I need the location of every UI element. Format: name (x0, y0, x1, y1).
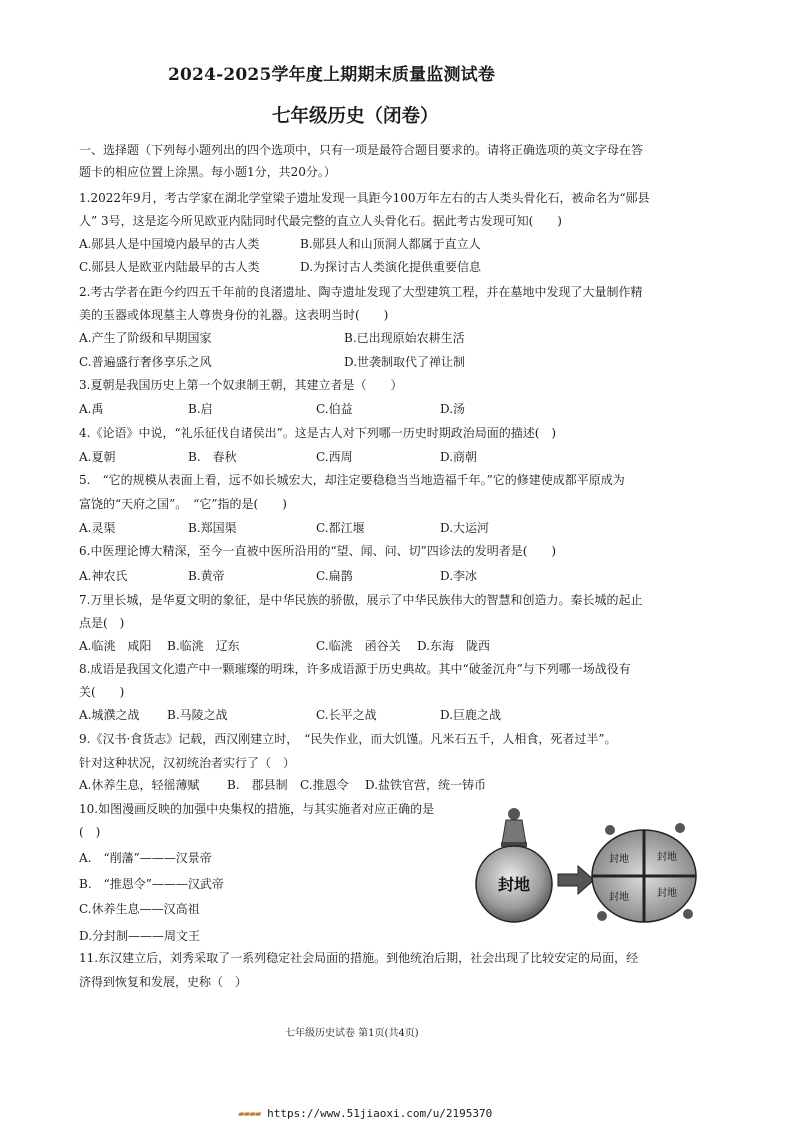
piece-label-3: 封地 (609, 892, 629, 903)
q6-option-c: C.扁鹊 (316, 569, 353, 583)
q2-option-c: C.普遍盛行奢侈享乐之风 (79, 355, 212, 369)
page-footer: 七年级历史试卷 第1页(共4页) (285, 1028, 419, 1039)
q7-option-d: D.东海 陇西 (417, 639, 491, 653)
divided-fengdi-ball (592, 823, 696, 922)
q1-stem-line2: 人” 3号，这是迄今所见欧亚内陆同时代最完整的直立人头骨化石。据此考古发现可知( ) (79, 214, 562, 228)
q11-stem-line1: 11.东汉建立后，刘秀采取了一系列稳定社会局面的措施。到他统治后期，社会出现了比较安定的局面，经 (79, 951, 639, 965)
arrow-icon (558, 866, 594, 894)
q9-option-a: A.休养生息，轻徭薄赋 (79, 778, 200, 792)
q7-stem-line1: 7.万里长城，是华夏文明的象征，是中华民族的骄傲，展示了中华民族伟大的智慧和创造力。秦长城的起止 (79, 593, 643, 607)
piece-label-1: 封地 (609, 854, 629, 865)
q6-option-a: A.神农氏 (79, 569, 128, 583)
q4-option-c: C.西周 (316, 450, 353, 464)
q6-option-d: D.李冰 (440, 569, 478, 583)
q5-option-a: A.灵渠 (79, 521, 116, 535)
q8-option-c: C.长平之战 (316, 708, 377, 722)
q3-option-d: D.汤 (440, 402, 466, 416)
q4-option-b: B. 春秋 (188, 450, 237, 464)
source-url[interactable]: https://www.51jiaoxi.com/u/2195370 (267, 1107, 493, 1120)
small-figure-2 (675, 823, 685, 833)
q3-option-a: A.禹 (79, 402, 104, 416)
source-url-line (238, 1107, 492, 1120)
q10-stem-line2: ( ) (79, 825, 101, 839)
q6-stem: 6.中医理论博大精深，至今一直被中医所沿用的“望、闻、问、切”四诊法的发明者是( ) (79, 544, 557, 558)
q10-option-a: A. “削藩”———汉景帝 (79, 851, 212, 865)
q9-option-d: D.盐铁官营，统一铸币 (365, 778, 487, 792)
q7-option-c: C.临洮 函谷关 (316, 639, 401, 653)
q6-option-b: B.黄帝 (188, 569, 225, 583)
exam-subtitle: 七年级历史（闭卷） (272, 106, 439, 127)
small-figure-3 (597, 911, 607, 921)
q2-option-b: B.已出现原始农耕生活 (344, 331, 465, 345)
q1-option-a: A.郧县人是中国境内最早的古人类 (79, 237, 260, 251)
piece-label-4: 封地 (657, 888, 677, 899)
q8-option-d: D.巨鹿之战 (440, 708, 502, 722)
q3-option-c: C.伯益 (316, 402, 353, 416)
q3-option-b: B.启 (188, 402, 213, 416)
q9-stem-line1: 9.《汉书·食货志》记载，西汉刚建立时， “民失作业，而大饥馑。凡米石五千，人相食，死者过半”。 (79, 732, 617, 746)
fengdi-cartoon (474, 804, 706, 926)
q9-option-c: C.推恩令 (300, 778, 349, 792)
q11-stem-line2: 济得到恢复和发展，史称（ ） (79, 975, 248, 989)
q9-stem-line2: 针对这种状况，汉初统治者实行了（ ） (79, 756, 296, 770)
q5-stem-line1: 5. “它的规模从表面上看，远不如长城宏大，却注定要稳稳当当地造福千年。”它的修建使成都平原成为 (79, 473, 625, 487)
q3-stem: 3.夏朝是我国历史上第一个奴隶制王朝，其建立者是（ ） (79, 378, 403, 392)
q10-stem-line1: 10.如图漫画反映的加强中央集权的措施，与其实施者对应正确的是 (79, 802, 435, 816)
q5-option-c: C.都江堰 (316, 521, 365, 535)
q10-option-c: C.休养生息——汉高祖 (79, 902, 200, 916)
piece-label-2: 封地 (657, 852, 677, 863)
q8-stem-line2: 关( ) (79, 685, 125, 699)
q4-option-a: A.夏朝 (79, 450, 116, 464)
q9-option-b: B. 郡县制 (227, 778, 288, 792)
q1-option-c: C.郧县人是欧亚内陆最早的古人类 (79, 260, 260, 274)
q7-option-b: B.临洮 辽东 (167, 639, 240, 653)
small-figure-4 (683, 909, 693, 919)
q1-option-b: B.郧县人和山顶洞人都属于直立人 (300, 237, 481, 251)
q10-option-d: D.分封制———周文王 (79, 929, 201, 943)
watermark-mark: ▰▰▰▰ (238, 1107, 261, 1120)
section-instruction-line1: 一、选择题（下列每小题列出的四个选项中，只有一项是最符合题目要求的。请将正确选项的英文字母在答 (79, 143, 644, 157)
q10-option-b: B. “推恩令”———汉武帝 (79, 877, 224, 891)
q5-option-d: D.大运河 (440, 521, 490, 535)
q2-stem-line1: 2.考古学者在距今约四五千年前的良渚遗址、陶寺遗址发现了大型建筑工程，并在墓地中发现了大量制作精 (79, 285, 643, 299)
q2-stem-line2: 美的玉器或体现墓主人尊贵身份的礼器。这表明当时( ) (79, 308, 389, 322)
small-figure-1 (605, 825, 615, 835)
q4-stem: 4.《论语》中说，“礼乐征伐自诸侯出”。这是古人对下列哪一历史时期政治局面的描述( ) (79, 426, 557, 440)
q2-option-a: A.产生了阶级和早期国家 (79, 331, 212, 345)
q7-option-a: A.临洮 咸阳 (79, 639, 152, 653)
q1-stem-line1: 1.2022年9月，考古学家在湖北学堂梁子遗址发现一具距今100万年左右的古人类头骨化石，被命名为“郧县 (79, 191, 650, 205)
q1-option-d: D.为探讨古人类演化提供重要信息 (300, 260, 482, 274)
q8-stem-line1: 8.成语是我国文化遗产中一颗璀璨的明珠，许多成语源于历史典故。其中“破釜沉舟”与下列哪一场战役有 (79, 662, 631, 676)
fengdi-cartoon-drawing (474, 804, 706, 926)
q4-option-d: D.商朝 (440, 450, 478, 464)
q8-option-a: A.城濮之战 (79, 708, 140, 722)
big-ball-label: 封地 (497, 875, 531, 894)
section-instruction-line2: 题卡的相应位置上涂黑。每小题1分，共20分。） (79, 165, 336, 179)
q8-option-b: B.马陵之战 (167, 708, 228, 722)
q7-stem-line2: 点是( ) (79, 616, 125, 630)
q2-option-d: D.世袭制取代了禅让制 (344, 355, 466, 369)
q5-option-b: B.郑国渠 (188, 521, 237, 535)
q5-stem-line2: 富饶的“天府之国”。 “它”指的是( ) (79, 497, 287, 511)
official-figure-left (501, 808, 527, 847)
exam-title: 2024-2025学年度上期期末质量监测试卷 (168, 65, 496, 85)
